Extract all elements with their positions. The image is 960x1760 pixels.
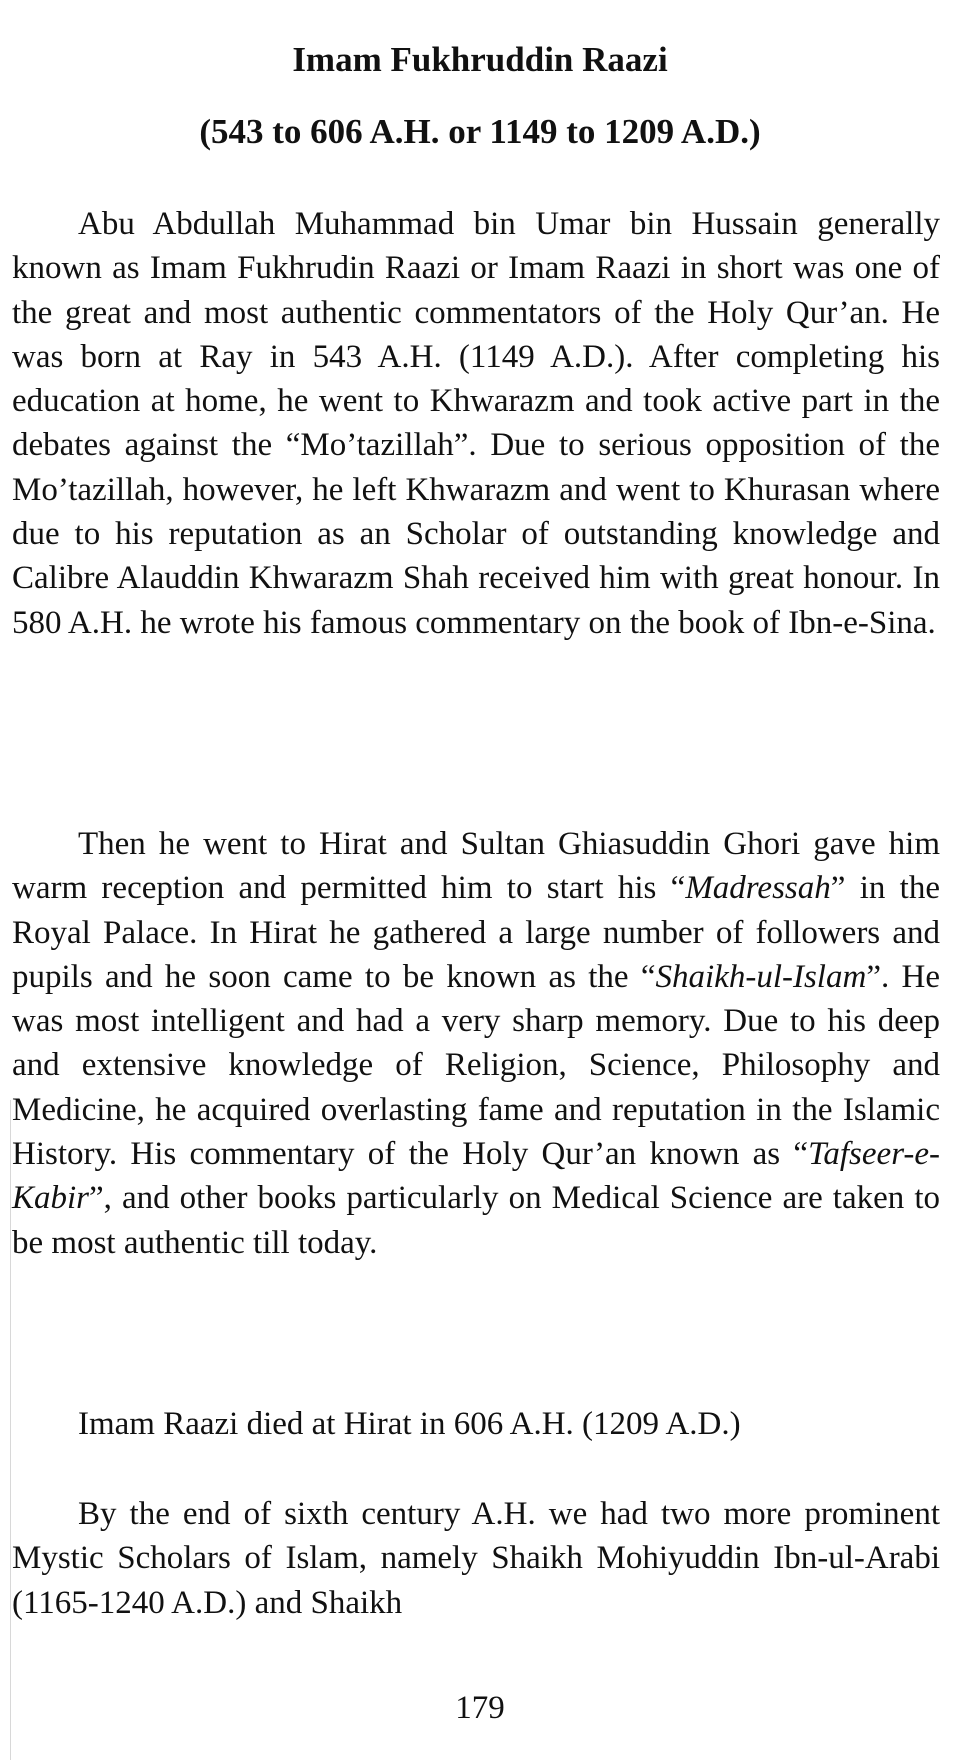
- page-number: 179: [455, 1690, 505, 1726]
- scan-edge-line: [10, 1100, 11, 1760]
- paragraph-text: ”, and other books particularly on Medical Science are taken to be most authentic till today.: [12, 1180, 940, 1261]
- italic-term-madressah: Madressah: [685, 870, 831, 907]
- paragraph-mystic-scholars: [12, 1492, 940, 1625]
- paragraph-text: Abu Abdullah Muhammad bin Umar bin Hussain generally known as Imam Fukhrudin Raazi or Imam Raazi in short was one of the great and most authentic commentators of the Holy Qur’an. He was born at Ray in 543 A.H. (1149 A.D.). After completing his education at home, he went to Khwarazm and took active part in the debates against the “Mo’tazillah”. Due to serious opposition of the Mo’tazillah, however, he left Khwarazm and went to Khurasan where due to his reputation as an Scholar of outstanding knowledge and Calibre Alauddin Khwarazm Shah received him with great honour. In 580 A.H. he wrote his famous commentary on the book of Ibn-e-Sina.: [12, 206, 940, 641]
- paragraph-text: ” in the Royal Palace. In Hirat he gathered a large number of followers and pupils and he soon came to be known as the “: [12, 870, 940, 995]
- italic-term-shaikh-ul-islam: Shaikh-ul-Islam: [655, 958, 867, 995]
- paragraph-biography: [12, 202, 940, 645]
- paragraph-text: Imam Raazi died at Hirat in 606 A.H. (1209 A.D.): [78, 1406, 741, 1442]
- paragraph-text: By the end of sixth century A.H. we had two more prominent Mystic Scholars of Islam, namely Shaikh Mohiyuddin Ibn-ul-Arabi (1165-1240 A.D.) and Shaikh: [12, 1496, 940, 1621]
- paragraph-hirat: [12, 822, 940, 1265]
- page-subtitle: (543 to 606 A.H. or 1149 to 1209 A.D.): [199, 112, 761, 151]
- paragraph-text: Then he went to Hirat and Sultan Ghiasuddin Ghori gave him warm reception and permitted him to start his “: [12, 826, 940, 907]
- page-title: Imam Fukhruddin Raazi: [292, 40, 668, 79]
- paragraph-text: ”. He was most intelligent and had a very sharp memory. Due to his deep and extensive knowledge of Religion, Science, Philosophy and Medicine, he acquired overlasting fame and reputation in the Islamic History. His commentary of the Holy Qur’an known as “: [12, 958, 940, 1173]
- italic-term-tafseer-e-kabir: Tafseer-e-Kabir: [12, 1136, 940, 1217]
- paragraph-death: [12, 1402, 940, 1446]
